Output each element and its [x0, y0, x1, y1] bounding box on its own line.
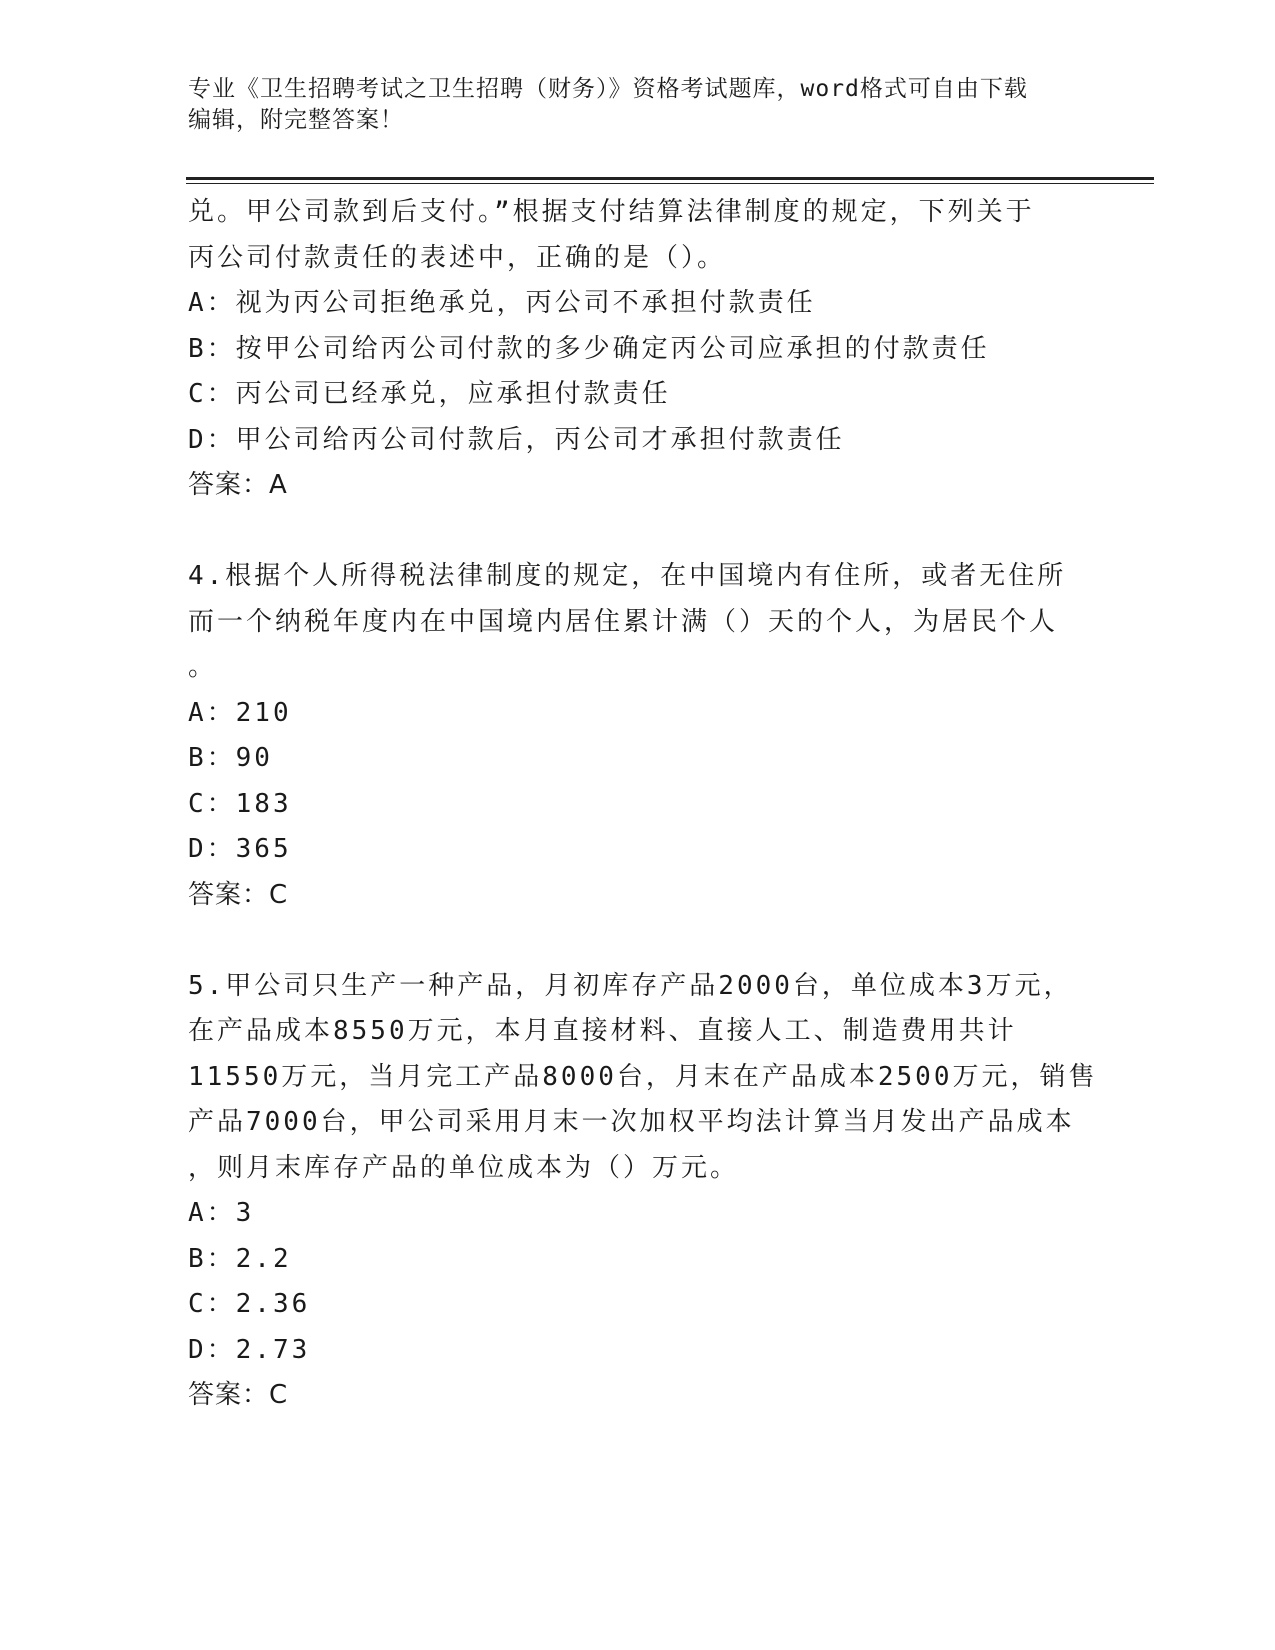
option-d: D：2.73	[188, 1334, 311, 1365]
question-3	[188, 190, 1088, 509]
answer: 答案：C	[188, 1380, 289, 1410]
question-stem-line: 5.甲公司只生产一种产品，月初库存产品2000台，单位成本3万元，	[188, 970, 1073, 1001]
answer: 答案：C	[188, 879, 289, 910]
question-stem-line: 丙公司付款责任的表述中，正确的是（）。	[188, 242, 727, 273]
option-a: A：视为丙公司拒绝承兑，丙公司不承担付款责任	[188, 288, 816, 318]
document-header	[188, 74, 1088, 136]
question-stem-line: 。	[188, 652, 218, 682]
question-stem-line: 在产品成本8550万元，本月直接材料、直接人工、制造费用共计	[188, 1016, 1017, 1046]
question-5	[188, 964, 1098, 1419]
question-stem-line: 11550万元，当月完工产品8000台，月末在产品成本2500万元，销售	[188, 1061, 1098, 1092]
option-b: B：按甲公司给丙公司付款的多少确定丙公司应承担的付款责任	[188, 333, 990, 364]
header-line-1: 专业《卫生招聘考试之卫生招聘（财务）》资格考试题库，word格式可自由下载	[188, 76, 1028, 102]
option-c: C：丙公司已经承兑，应承担付款责任	[188, 379, 671, 409]
question-stem-line: ，则月末库存产品的单位成本为（）万元。	[188, 1152, 740, 1183]
header-rule-thick	[186, 177, 1154, 180]
question-stem-line: 兑。甲公司款到后支付。”根据支付结算法律制度的规定，下列关于	[188, 197, 1035, 227]
option-a: A：3	[188, 1198, 255, 1228]
question-4	[188, 554, 1088, 918]
option-d: D：甲公司给丙公司付款后，丙公司才承担付款责任	[188, 424, 845, 455]
option-d: D：365	[188, 834, 292, 864]
option-b: B：90	[188, 743, 273, 773]
option-a: A：210	[188, 697, 292, 728]
question-content	[188, 190, 1098, 1419]
option-b: B：2.2	[188, 1243, 292, 1274]
question-stem-line: 而一个纳税年度内在中国境内居住累计满（）天的个人，为居民个人	[188, 606, 1059, 637]
answer: 答案：A	[188, 470, 288, 500]
header-line-2: 编辑，附完整答案！	[188, 107, 404, 133]
question-stem-line: 产品7000台，甲公司采用月末一次加权平均法计算当月发出产品成本	[188, 1107, 1075, 1137]
option-c: C：2.36	[188, 1289, 311, 1319]
spacer	[188, 509, 1088, 555]
question-stem-line: 4.根据个人所得税法律制度的规定，在中国境内有住所，或者无住所	[188, 561, 1067, 591]
spacer	[188, 918, 1088, 964]
option-c: C：183	[188, 788, 292, 819]
header-rule-thin	[186, 183, 1154, 184]
